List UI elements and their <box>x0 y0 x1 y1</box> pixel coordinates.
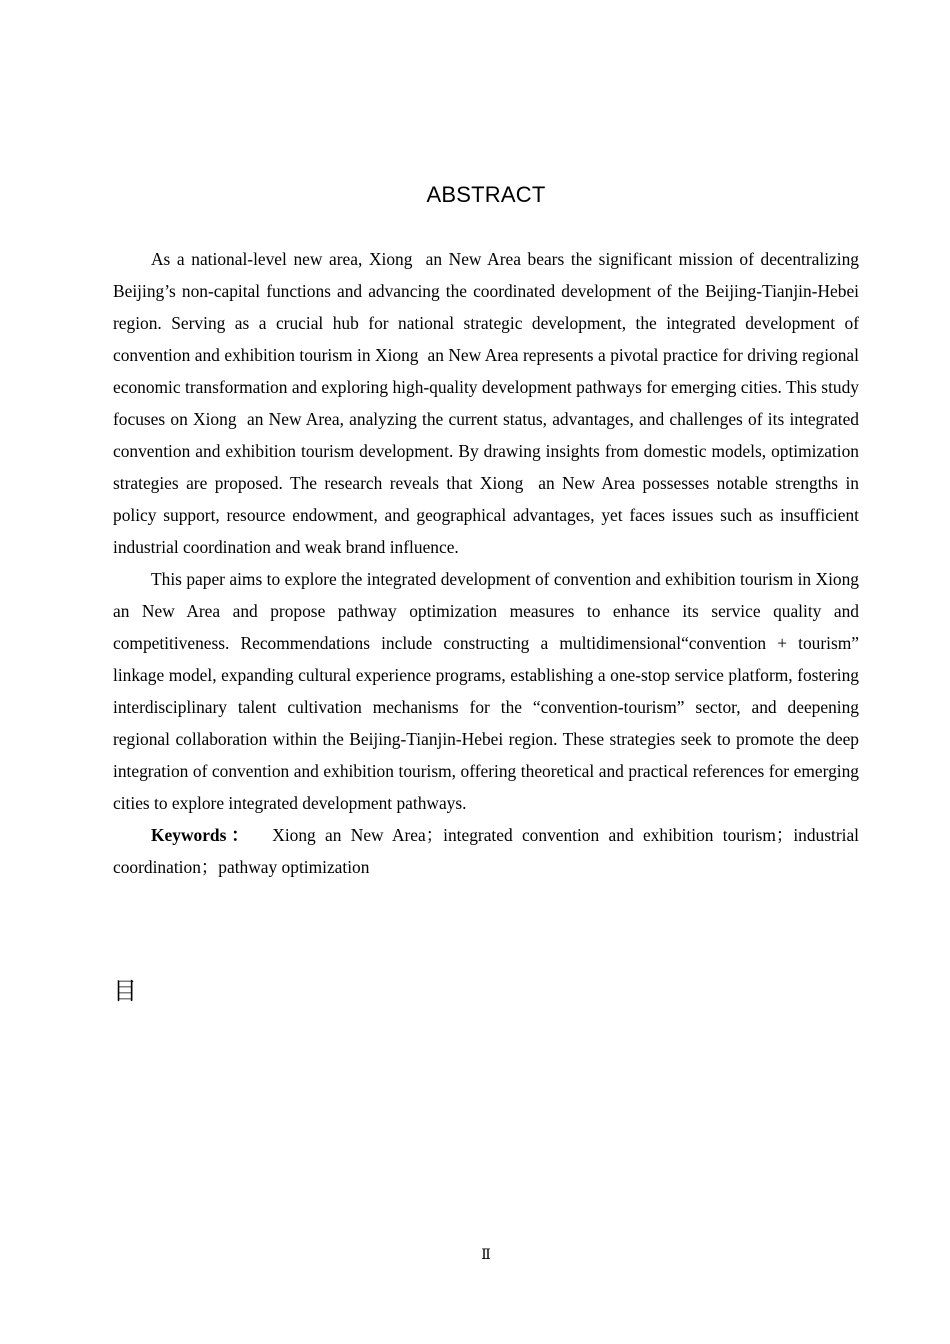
keywords-label: Keywords： <box>151 825 254 845</box>
abstract-paragraph-2: This paper aims to explore the integrated development of convention and exhibition tourism in Xiong an New Area and propose pathway optimization measures to enhance its service quality and competitiveness. Recommendations include constructing a multidimensional“convention + tourism” linkage model, expanding cultural experience programs, establishing a one-stop service platform, fostering interdisciplinary talent cultivation mechanisms for the “convention-tourism” sector, and deepening regional collaboration within the Beijing-Tianjin-Hebei region. These strategies seek to promote the deep integration of convention and exhibition tourism, offering theoretical and practical references for emerging cities to explore integrated development pathways. <box>113 569 868 813</box>
keywords-text: Xiong an New Area；integrated convention and exhibition tourism；industrial coordination；pathway optimization <box>113 825 864 877</box>
abstract-paragraph-1: As a national-level new area, Xiong an New Area bears the significant mission of decentralizing Beijing’s non-capital functions and advancing the coordinated development of the Beijing-Tianjin-Hebei region. Serving as a crucial hub for national strategic development, the integrated development of convention and exhibition tourism in Xiong an New Area represents a pivotal practice for driving regional economic transformation and exploring high-quality development pathways for emerging cities. This study focuses on Xiong an New Area, analyzing the current status, advantages, and challenges of its integrated convention and exhibition tourism development. By drawing insights from domestic models, optimization strategies are proposed. The research reveals that Xiong an New Area possesses notable strengths in policy support, resource endowment, and geographical advantages, yet faces issues such as insufficient industrial coordination and weak brand influence. <box>113 249 864 557</box>
abstract-title: ABSTRACT <box>426 182 546 207</box>
toc-heading-fragment: 目 <box>113 977 137 1005</box>
page-number: Ⅱ <box>481 1248 491 1263</box>
keywords-line <box>113 819 864 883</box>
abstract-body <box>113 243 868 883</box>
